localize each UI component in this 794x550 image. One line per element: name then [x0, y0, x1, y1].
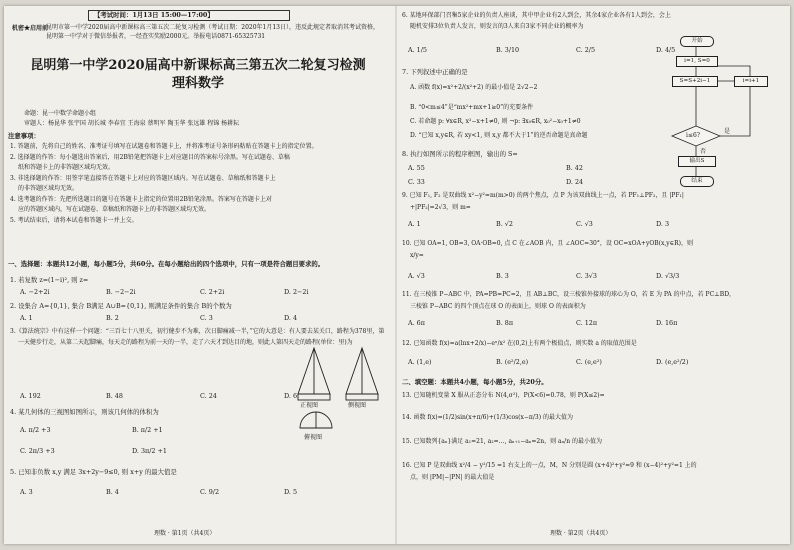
q12-opt-c: C. (e,e²)	[576, 358, 602, 366]
q3-opt-b: B. 48	[106, 392, 123, 400]
side-view-base	[346, 394, 378, 400]
instruction-5: 5. 考试结束后，请将本试卷和答题卡一并上交。	[10, 217, 138, 224]
page-1	[4, 6, 392, 544]
q7-opt-d: D. “已知 x,y∈R, 若 xy<1, 则 x,y 都不大于1”的逆否命题是真命题	[410, 132, 588, 139]
page-2-footer: 理数 · 第2页（共4页）	[550, 530, 612, 537]
q8-opt-c: C. 33	[408, 178, 425, 186]
q9-opt-d: D. 3	[656, 220, 670, 228]
q5-stem: 5. 已知非负数 x,y 满足 3x+2y−9≤0, 则 x+y 的最大值是	[10, 468, 177, 476]
q11-stem-line-1: 11. 在三棱锥 P−ABC 中，PA=PB=PC=2，且 AB⊥BC，设三棱锥外接球的球心为 O，若 E 为 PA 的中点，若 PC⊥BD，	[402, 291, 736, 298]
q6-opt-a: A. 1/5	[408, 46, 427, 54]
top-view-label: 俯视图	[304, 434, 323, 441]
authors-line-1: 命题：昆一中数学命题小组	[24, 110, 97, 117]
q11-opt-c: C. 12π	[576, 319, 598, 327]
q4-opt-b: B. π/2 +1	[132, 426, 163, 434]
q6-opt-b: B. 3/10	[496, 46, 520, 54]
q7-opt-c: C. 若命题 p: ∀x∈R, x²−x+1≠0, 则 ¬p: ∃x₀∈R, x₀²−x₀+1≠0	[410, 118, 581, 125]
q16-line-2: 点，则 |PM|−|PN| 的最大值是	[410, 474, 495, 481]
confidential-seal: 机密★启用前	[12, 25, 49, 32]
q11-opt-b: B. 8π	[496, 319, 514, 327]
flowchart-start: 开始	[680, 36, 714, 47]
q6-stem-line-2: 随机安排3位负责人发言，则发言的3人来自3家不同企业的概率为	[410, 23, 584, 30]
q6-opt-c: C. 2/5	[576, 46, 596, 54]
q5-opt-c: C. 9/2	[200, 488, 220, 496]
q10-opt-d: D. √3/3	[656, 272, 680, 280]
page-2	[400, 6, 790, 544]
flowchart-output: 输出S	[678, 156, 716, 167]
instruction-4b: 应的答题区域内，写在试题卷、草稿纸和答题卡上的非答题区域均无效。	[18, 206, 211, 213]
instruction-4: 4. 选考题的作答：先把所选题目的题号在答题卡上指定的位置用2B铅笔涂黑。答案写在答题卡上对	[10, 196, 272, 203]
q10-stem-line-2: x/y=	[410, 252, 424, 259]
q9-opt-a: A. 1	[408, 220, 421, 228]
q1-opt-c: C. 2+2i	[200, 288, 225, 296]
flowchart-end: 结束	[680, 176, 714, 187]
q6-stem-line-1: 6. 某地环保部门召集5家企业的负责人座谈，其中甲企业有2人到会，其余4家企业各有1人到会，会上	[402, 12, 671, 19]
q3-opt-c: C. 24	[200, 392, 217, 400]
q9-opt-b: B. √2	[496, 220, 513, 228]
q4-opt-a: A. π/2 +3	[20, 426, 51, 434]
q6-opt-d: D. 4/5	[656, 46, 676, 54]
q7-stem: 7. 下列叙述中正确的是	[402, 68, 468, 76]
q10-stem-line-1: 10. 已知 OA=1, OB=3, OA·OB=0, 点 C 在∠AOB 内，且 ∠AOC=30°，设 OC=xOA+yOB(x,y∈R)，则	[402, 240, 693, 247]
instruction-3b: 的非答题区域均无效。	[18, 185, 79, 192]
q8-stem: 8. 执行如图所示的程序框图，输出的 S=	[402, 150, 518, 158]
flowchart-arrows	[664, 26, 780, 196]
exam-sheet	[4, 6, 790, 544]
q2-opt-a: A. 1	[20, 314, 33, 322]
flowchart-condition: i≤6?	[686, 132, 700, 139]
q1-opt-d: D. 2−2i	[284, 288, 309, 296]
authors-line-2: 审题人：杨昆华 张宇国 胡长城 李春宜 王海泉 蔡明军 陶玉华 张远雄 程锦 杨耕耘	[24, 120, 240, 127]
flowchart-accumulate: S=S+2i−1	[672, 76, 718, 87]
q9-opt-c: C. √3	[576, 220, 593, 228]
q12-opt-d: D. (e,e²/2)	[656, 358, 689, 366]
front-view-label: 正视图	[300, 402, 319, 409]
q3-stem-line-2: 一天健步行走，从第二天起脚痛，每天走的路程为前一天的一半，走了六天才到达目的地，则此人第四天走的路程(单位：里)为	[18, 339, 353, 346]
instruction-2: 2. 选择题的作答：每小题选出答案后，用2B铅笔把答题卡上对应题目的答案标号涂黑。写在试题卷、草稿	[10, 154, 290, 161]
section-2-heading: 二、填空题：本题共4小题，每小题5分，共20分。	[402, 378, 548, 386]
page-fold	[395, 6, 397, 544]
q12-opt-b: B. (e²/2,e)	[496, 358, 529, 366]
q4-opt-d: D. 3π/2 +1	[132, 447, 167, 455]
q7-opt-a: A. 函数 f(x)=x²+2/(x²+2) 的最小值是 2√2−2	[410, 84, 538, 91]
q1-opt-a: A. −2+2i	[20, 288, 50, 296]
q1-opt-b: B. −2−2i	[106, 288, 136, 296]
q14-text: 14. 函数 f(x)=(1/2)sin(x+π/6)+(1/3)cos(x−π/3) 的最大值为	[402, 414, 573, 421]
q10-opt-b: B. 3	[496, 272, 509, 280]
q10-opt-c: C. 3√3	[576, 272, 597, 280]
page-1-footer: 理数 · 第1页（共4页）	[154, 530, 216, 537]
header-line-2: 昆明第一中学对于微信举报者，一经查实奖励2000元。举报电话0871-65325731	[46, 33, 266, 40]
instruction-2b: 纸和答题卡上的非答题区域均无效。	[18, 164, 115, 171]
flowchart-init: i=1, S=0	[676, 56, 718, 67]
side-view-label: 侧视图	[348, 402, 367, 409]
q12-opt-a: A. (1,e)	[408, 358, 432, 366]
q8-opt-d: D. 24	[566, 178, 584, 186]
flowchart-increment: i=i+1	[734, 76, 768, 87]
q11-opt-d: D. 16π	[656, 319, 678, 327]
q3-stem-line-1: 3.《算法统宗》中有这样一个问题：“三百七十八里关，初行健步不为难，次日脚痛减一半，”它的大意是：有人要去某关口，路程为378里，第	[10, 328, 385, 335]
front-view-base	[298, 394, 330, 400]
q4-opt-c: C. 2π/3 +3	[20, 447, 55, 455]
flowchart-no: 否	[700, 148, 707, 155]
q11-opt-a: A. 6π	[408, 319, 425, 327]
exam-title: 昆明第一中学2020届高中新课标高三第五次二轮复习检测	[30, 58, 366, 73]
section-1-heading: 一、选择题：本题共12小题，每小题5分，共60分。在每小题给出的四个选项中，只有一项是符合题目要求的。	[8, 260, 325, 268]
q9-stem-line-1: 9. 已知 F₁, F₂ 是双曲线 x²−y²=m(m>0) 的两个焦点，点 P 为该双曲线上一点，若 PF₁⊥PF₂，且 |PF₁|	[402, 192, 684, 199]
q8-opt-b: B. 42	[566, 164, 583, 172]
flowchart-yes: 是	[724, 128, 731, 135]
q16-line-1: 16. 已知 P 是双曲线 x²/4 − y²/15 =1 右支上的一点，M，N 分别是圆 (x+4)²+y²=9 和 (x−4)²+y²=1 上的	[402, 462, 697, 469]
q8-opt-a: A. 55	[408, 164, 425, 172]
q2-stem: 2. 设集合 A={0,1}, 集合 B满足 A∪B={0,1}, 则满足条件的集合 B的个数为	[10, 302, 232, 310]
q2-opt-d: D. 4	[284, 314, 298, 322]
q5-opt-a: A. 3	[20, 488, 33, 496]
q13-text: 13. 已知随机变量 X 服从正态分布 N(4,σ²)，P(X<6)=0.78，则 P(X≤2)=	[402, 392, 605, 399]
instructions-heading: 注意事项：	[8, 132, 40, 140]
instruction-1: 1. 答题前，先将自己的姓名、准考证号填写在试题卷和答题卡上，并将准考证号条形码粘贴在答题卡上的指定位置。	[10, 143, 318, 150]
q12-stem: 12. 已知函数 f(x)=a(lnx+2/x)−eˣ/x² 在(0,2)上有两个极值点，则实数 a 的取值范围是	[402, 340, 637, 347]
q3-opt-d: D. 6	[284, 392, 298, 400]
exam-time-text: 【考试时间：1月13日 15:00—17:00】	[94, 11, 214, 19]
q15-text: 15. 已知数列{aₙ}满足 a₁=21, a₂=…, aₙ₊₁−aₙ=2n，则 aₙ/n 的最小值为	[402, 438, 602, 445]
flowchart	[664, 26, 780, 196]
q10-opt-a: A. √3	[408, 272, 425, 280]
q1-stem: 1. 若复数 z=(1−i)², 则 z=	[10, 276, 89, 284]
q5-opt-b: B. 4	[106, 488, 119, 496]
q9-stem-line-2: +|PF₂|=2√3，则 m=	[410, 204, 471, 211]
q2-opt-b: B. 2	[106, 314, 119, 322]
q11-stem-line-2: 三棱锥 P−ABC 的四个顶点在球 O 的表面上，则球 O 的表面积为	[410, 303, 586, 310]
header-line-1: 昆明市第一中学2020届高中新课标高三第五次二轮复习检测（考试日期：2020年1月13日），违反此规定者取消其考试资格，	[46, 24, 379, 31]
q4-stem: 4. 某几何体的三视图如图所示，则该几何体的体积为	[10, 408, 159, 416]
exam-subject: 理科数学	[171, 76, 224, 91]
q5-opt-d: D. 5	[284, 488, 298, 496]
instruction-3: 3. 非选择题的作答：用签字笔直接答在答题卡上对应的答题区域内。写在试题卷、草稿纸和答题卡上	[10, 175, 276, 182]
q2-opt-c: C. 3	[200, 314, 213, 322]
q3-opt-a: A. 192	[20, 392, 41, 400]
q7-opt-b: B. “0<m≤4”是“mx²+mx+1≥0”的充要条件	[410, 104, 534, 111]
